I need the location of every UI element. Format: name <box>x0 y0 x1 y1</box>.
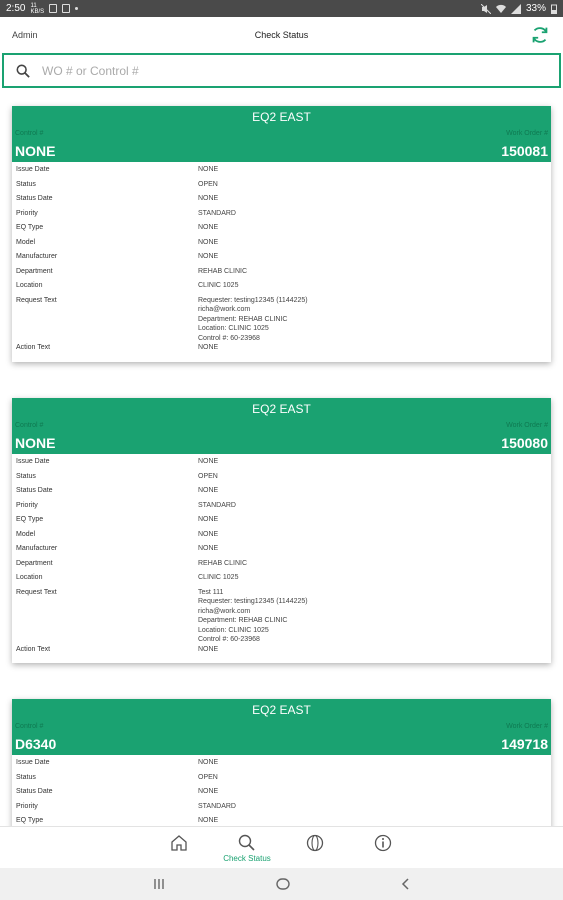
control-label: Control # <box>15 723 44 730</box>
detail-label: Status Date <box>16 788 53 795</box>
sim-icon <box>49 4 57 13</box>
detail-row <box>12 588 551 645</box>
work-order-label: Work Order # <box>506 723 548 730</box>
detail-row <box>12 758 551 773</box>
detail-label: Issue Date <box>16 458 50 465</box>
detail-row <box>12 802 551 817</box>
detail-value: NONE <box>198 487 219 494</box>
site-name: EQ2 EAST <box>252 402 311 416</box>
nav-globe[interactable] <box>285 833 345 867</box>
detail-value: NONE <box>198 253 219 260</box>
detail-value: STANDARD <box>198 501 236 509</box>
detail-label: Request Text <box>16 296 57 304</box>
detail-row <box>12 773 551 788</box>
work-order-number: 150081 <box>501 143 548 159</box>
control-number: NONE <box>15 143 56 159</box>
detail-row <box>12 343 551 358</box>
search-icon <box>237 833 257 853</box>
detail-value: NONE <box>198 788 219 795</box>
detail-value: NONE <box>198 224 219 231</box>
site-name: EQ2 EAST <box>252 110 311 124</box>
detail-label: Issue Date <box>16 166 50 173</box>
control-number: D6340 <box>15 736 57 752</box>
detail-value: NONE <box>198 545 219 552</box>
detail-row <box>12 194 551 209</box>
detail-label: Status Date <box>16 487 53 494</box>
globe-icon <box>305 833 325 853</box>
detail-value: OPEN <box>198 180 218 188</box>
detail-label: Status <box>16 472 36 480</box>
mute-icon <box>481 4 491 14</box>
detail-row <box>12 559 551 574</box>
work-order-label: Work Order # <box>506 130 548 137</box>
nav-check-status-label: Check Status <box>223 854 271 863</box>
nav-check-status[interactable] <box>217 833 277 867</box>
detail-row <box>12 787 551 802</box>
detail-value: REHAB CLINIC <box>198 267 248 275</box>
status-bar <box>0 0 563 17</box>
detail-label: Model <box>16 530 36 538</box>
detail-row <box>12 223 551 238</box>
detail-value: NONE <box>198 458 219 465</box>
search-icon <box>16 64 30 78</box>
detail-label: Status <box>16 773 36 781</box>
work-order-number: 150080 <box>501 435 548 451</box>
more-notifications-icon <box>75 7 78 10</box>
detail-value: OPEN <box>198 472 218 480</box>
detail-value: NONE <box>198 195 219 202</box>
detail-value: REHAB CLINIC <box>198 559 248 567</box>
refresh-icon[interactable] <box>529 24 551 46</box>
detail-value: NONE <box>198 166 219 173</box>
detail-label: Priority <box>16 209 38 217</box>
detail-label: EQ Type <box>16 516 44 523</box>
admin-link[interactable]: Admin <box>12 30 38 40</box>
bottom-nav <box>0 826 563 868</box>
search-input[interactable] <box>42 64 442 78</box>
detail-row <box>12 238 551 253</box>
detail-row <box>12 573 551 588</box>
detail-value: Requester: testing12345 (1144225) richa@work.com Department: REHAB CLINIC Location: CLINIC 1025 Control #: 60-23968 <box>198 296 308 342</box>
detail-row <box>12 267 551 282</box>
detail-label: Department <box>16 559 53 567</box>
card-header <box>12 699 551 755</box>
detail-label: Status <box>16 180 36 188</box>
detail-label: Action Text <box>16 344 51 351</box>
search-bar <box>2 53 561 88</box>
detail-value: NONE <box>198 530 219 538</box>
detail-value: NONE <box>198 344 219 351</box>
detail-row <box>12 457 551 472</box>
detail-value: NONE <box>198 516 219 523</box>
work-order-list[interactable] <box>0 88 563 826</box>
work-order-label: Work Order # <box>506 422 548 429</box>
wifi-icon <box>496 4 506 14</box>
site-name: EQ2 EAST <box>252 703 311 717</box>
detail-label: EQ Type <box>16 817 44 824</box>
detail-row <box>12 252 551 267</box>
nav-home[interactable] <box>149 833 209 867</box>
control-label: Control # <box>15 422 44 429</box>
detail-label: Location <box>16 574 43 581</box>
control-number: NONE <box>15 435 56 451</box>
detail-row <box>12 515 551 530</box>
detail-row <box>12 816 551 826</box>
detail-label: Status Date <box>16 195 53 202</box>
detail-row <box>12 544 551 559</box>
detail-label: EQ Type <box>16 224 44 231</box>
detail-value: CLINIC 1025 <box>198 282 239 289</box>
detail-label: Priority <box>16 802 38 810</box>
detail-row <box>12 645 551 660</box>
app-header <box>0 17 563 53</box>
detail-row <box>12 501 551 516</box>
system-nav-bar <box>0 868 563 900</box>
card-header <box>12 398 551 454</box>
detail-value: NONE <box>198 759 219 766</box>
detail-value: STANDARD <box>198 209 236 217</box>
detail-label: Manufacturer <box>16 253 58 260</box>
notification-icon <box>62 4 70 13</box>
battery-icon <box>551 4 557 14</box>
home-button-icon[interactable] <box>275 876 291 892</box>
signal-icon <box>511 4 521 14</box>
detail-value: NONE <box>198 817 219 824</box>
detail-label: Model <box>16 238 36 246</box>
info-icon <box>373 833 393 853</box>
detail-value: NONE <box>198 645 219 653</box>
back-icon[interactable] <box>398 876 414 892</box>
home-icon <box>169 833 189 853</box>
work-order-card[interactable] <box>12 106 551 362</box>
detail-label: Action Text <box>16 645 51 653</box>
card-header <box>12 106 551 162</box>
detail-row <box>12 180 551 195</box>
clock: 2:50 <box>6 3 26 14</box>
detail-value: OPEN <box>198 773 218 781</box>
detail-value: STANDARD <box>198 802 236 810</box>
network-speed: 11 KB/S <box>30 2 45 15</box>
detail-value: NONE <box>198 238 219 246</box>
work-order-card[interactable] <box>12 699 551 826</box>
detail-label: Department <box>16 267 53 275</box>
detail-row <box>12 209 551 224</box>
detail-row <box>12 472 551 487</box>
detail-row <box>12 281 551 296</box>
control-label: Control # <box>15 130 44 137</box>
detail-row <box>12 486 551 501</box>
work-order-card[interactable] <box>12 398 551 663</box>
detail-row <box>12 530 551 545</box>
detail-row <box>12 165 551 180</box>
detail-label: Priority <box>16 501 38 509</box>
recent-apps-icon[interactable] <box>151 876 167 892</box>
detail-label: Request Text <box>16 588 57 596</box>
page-title: Check Status <box>254 30 309 40</box>
nav-info[interactable] <box>353 833 413 867</box>
battery-percent: 33% <box>525 3 546 14</box>
detail-label: Manufacturer <box>16 545 58 552</box>
detail-row <box>12 296 551 344</box>
detail-value: CLINIC 1025 <box>198 574 239 581</box>
detail-label: Issue Date <box>16 759 50 766</box>
detail-value: Test 111 Requester: testing12345 (1144225) richa@work.com Department: REHAB CLINIC Location: CLINIC 1025 Control #: 60-23968 <box>198 588 308 643</box>
detail-label: Location <box>16 282 43 289</box>
work-order-number: 149718 <box>501 736 548 752</box>
